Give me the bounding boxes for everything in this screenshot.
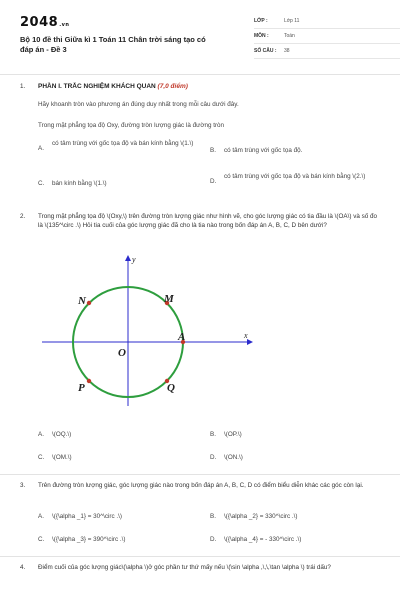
question-text: Trên đường tròn lượng giác, góc lượng giác nào trong bốn đáp án A, B, C, D có điểm biểu diễn khác các góc còn lại. xyxy=(38,482,364,489)
question-number: 2. xyxy=(20,213,26,220)
instruction-text: Hãy khoanh tròn vào phương án đúng duy nhất trong mỗi câu dưới đây. xyxy=(38,101,239,108)
point-n-label: N xyxy=(78,295,86,307)
document-header xyxy=(20,12,380,64)
document-title: Bộ 10 đề thi Giữa kì 1 Toán 11 Chân trời sáng tạo có đáp án - Đề 3 xyxy=(20,35,206,55)
point-n xyxy=(87,301,91,305)
point-p xyxy=(87,379,91,383)
question-text: Trong mặt phẳng tọa độ \(Oxy,\) trên đường tròn lượng giác như hình vẽ, cho góc lượng giác có tia đầu là \(OA\) và số đo là \(135^\circ .\) Hỏi tia cuối của góc lượng giác đã cho là tia nào trong bốn đáp án A, B, C, D bên dưới? xyxy=(38,213,378,230)
meta-label: LỚP : xyxy=(254,18,268,24)
site-logo[interactable]: 2048.vn xyxy=(20,15,70,30)
question-3: 3. Trên đường tròn lượng giác, góc lượng giác nào trong bốn đáp án A, B, C, D có điểm biểu diễn khác các góc còn lại. A. \({\alpha _1} = 30^\circ .\) B. \({\alpha _2} = 330^\circ .\) C. \({\alpha _3} = 390^\circ .\) D. \({\alpha _4} = - 330^\circ .\) xyxy=(20,481,385,551)
unit-circle-svg xyxy=(38,250,258,410)
question-number: 3. xyxy=(20,482,26,489)
question-2 xyxy=(20,212,385,252)
origin-label: O xyxy=(118,347,126,359)
meta-label: SỐ CÂU : xyxy=(254,48,277,54)
meta-table xyxy=(254,14,400,59)
question-number: 1. xyxy=(20,83,26,90)
unit-circle-figure xyxy=(38,250,258,410)
meta-value: 38 xyxy=(284,48,290,54)
question-1: 1. PHẦN I. TRẮC NGHIỆM KHÁCH QUAN (7,0 điểm) Hãy khoanh tròn vào phương án đúng duy nhất trong mỗi câu dưới đây. Trong mặt phẳng tọa độ Oxy, đường tròn lượng giác là đường tròn A. có tâm trùng với gốc tọa độ và bán kính bằng \(1.\) B. có tâm trùng với gốc tọa độ. C. bán kính bằng \(1.\) D. có tâm trùng với gốc tọa độ và bán kính bằng \(2.\) xyxy=(20,83,366,187)
section-title: PHẦN I. TRẮC NGHIỆM KHÁCH QUAN (7,0 điểm) xyxy=(38,83,188,90)
header-divider xyxy=(0,74,400,75)
meta-value: Lớp 11 xyxy=(284,18,300,24)
meta-value: Toán xyxy=(284,33,295,39)
point-q-label: Q xyxy=(167,382,175,394)
x-axis-label: x xyxy=(244,331,248,340)
point-a-label: A xyxy=(178,331,186,343)
meta-row-subject xyxy=(254,29,400,44)
question-text: Điểm cuối của góc lượng giác\(\alpha \)ở góc phần tư thứ mấy nếu \(\sin \alpha ,\,\,\tan \alpha \) trái dấu? xyxy=(38,564,331,571)
question-2-options: A. \(OQ.\) B. \(OP.\) C. \(OM.\) D. \(ON.\) xyxy=(38,431,243,461)
point-m-label: M xyxy=(164,293,174,305)
meta-row-class xyxy=(254,14,400,29)
question-number: 4. xyxy=(20,564,26,571)
point-p-label: P xyxy=(78,382,85,394)
question-4 xyxy=(20,563,385,593)
meta-row-count xyxy=(254,44,400,59)
section-points: (7,0 điểm) xyxy=(157,83,188,90)
question-divider xyxy=(0,556,400,557)
question-divider xyxy=(0,474,400,475)
y-axis-label: y xyxy=(132,255,136,264)
question-text: Trong mặt phẳng tọa độ Oxy, đường tròn lượng giác là đường tròn xyxy=(38,122,225,129)
meta-label: MÔN : xyxy=(254,33,269,39)
